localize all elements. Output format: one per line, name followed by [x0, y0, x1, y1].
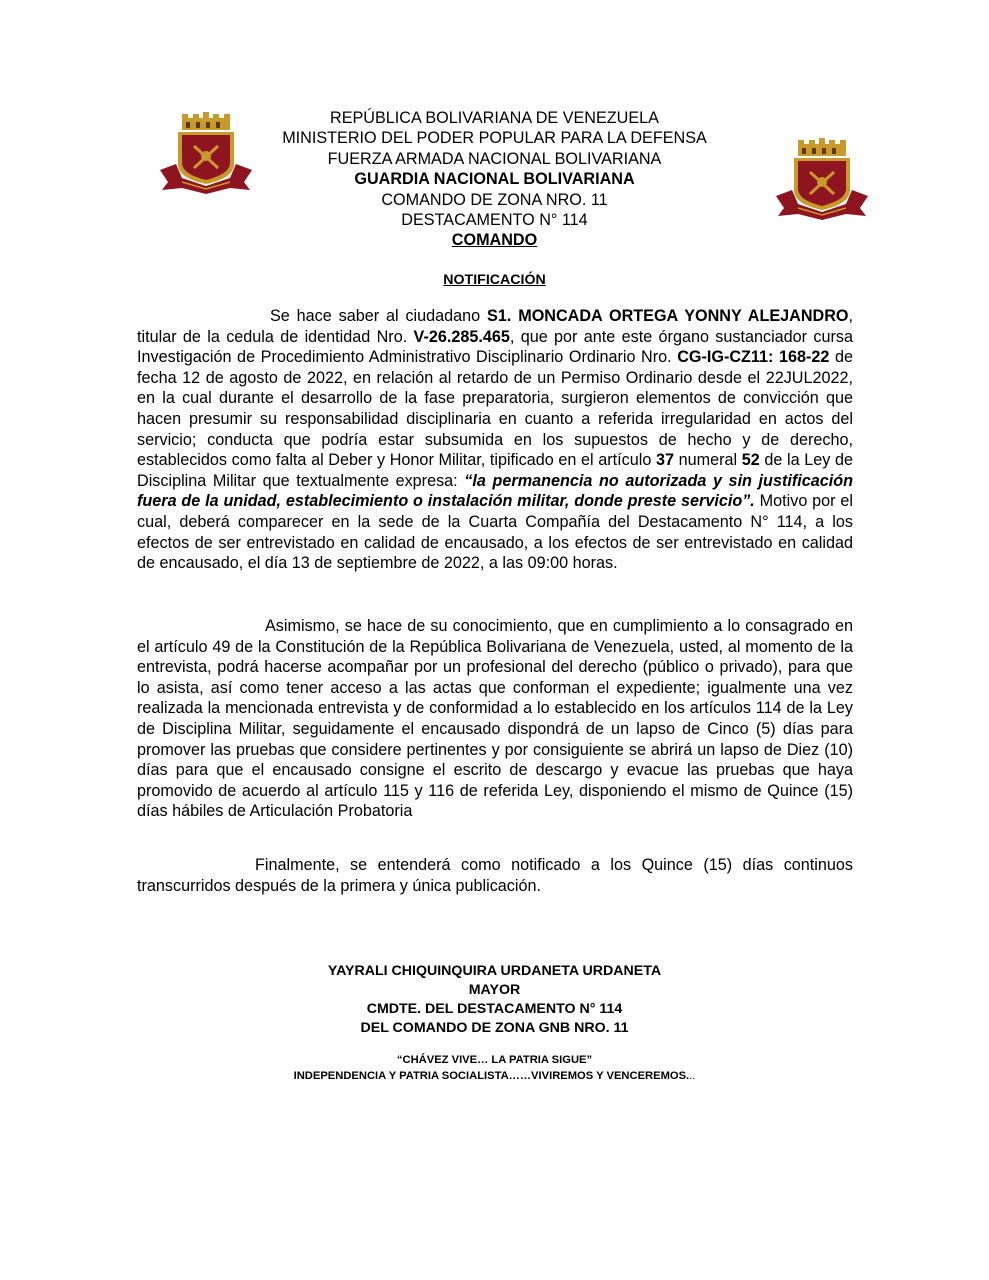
- header-detachment: DESTACAMENTO N° 114: [401, 211, 588, 230]
- citizen-name: S1. MONCADA ORTEGA YONNY ALEJANDRO: [487, 307, 849, 325]
- paragraph-final: Finalmente, se entenderá como notificado a los Quince (15) días continuos transcurridos después de la primera y única publicación.: [137, 856, 853, 895]
- document-title: NOTIFICACIÓN: [443, 272, 546, 288]
- numeral-number: 52: [741, 451, 760, 470]
- case-number: CG-IG-CZ11: 168-22: [677, 348, 830, 367]
- article-number: 37: [655, 451, 674, 470]
- header-guard: GUARDIA NACIONAL BOLIVARIANA: [354, 170, 635, 189]
- signature-block: [0, 962, 989, 1038]
- header-command: COMANDO: [451, 231, 538, 250]
- signatory-role: CMDTE. DEL DESTACAMENTO N° 114: [366, 1001, 623, 1017]
- motto-line-2: INDEPENDENCIA Y PATRIA SOCIALISTA……VIVIREMOS Y VENCEREMOS...: [293, 1069, 696, 1082]
- citizen-id: V-26.285.465: [413, 327, 510, 346]
- paragraph-rights: Asimismo, se hace de su conocimiento, que en cumplimiento a lo consagrado en el artículo 49 de la Constitución de la República Bolivariana de Venezuela, usted, al momento de la entrevista, podrá hacerse acompañar por un profesional del derecho (público o privado), para que lo asista, así como tener acceso a las actas que conforman el expediente; igualmente una vez realizada la mencionada entrevista y de conformidad a lo establecido en los artículos 114 de la Ley de Disciplina Militar, seguidamente el encausado dispondrá de un lapso de Cinco (5) días para promover las pruebas que considere pertinentes y por consiguiente se abrirá un lapso de Diez (10) días para que el encausado consigne el escrito de descargo y evacue las pruebas que haya promovido de acuerdo al artículo 115 y 116 de referida Ley, disponiendo el mismo de Quince (15) días hábiles de Articulación Probatoria: [137, 617, 853, 821]
- motto: [0, 1053, 989, 1084]
- law-quote: “la permanencia no autorizada y sin justificación fuera de la unidad, establecimiento o instalación militar, donde preste servicio”.: [137, 471, 854, 511]
- signatory-name: YAYRALI CHIQUINQUIRA URDANETA URDANETA: [327, 963, 662, 979]
- paragraph-notice: Se hace saber al ciudadano S1. MONCADA ORTEGA YONNY ALEJANDRO, titular de la cedula de identidad Nro. V-26.285.465, que por ante este órgano sustanciador cursa Investigación de Procedimiento Administrativo Disciplinario Ordinario Nro. CG-IG-CZ11: 168-22 de fecha 12 de agosto de 2022, en relación al retardo de un Permiso Ordinario desde el 22JUL2022, en la cual durante el desarrollo de la fase preparatoria, surgieron elementos de convicción que hacen presumir su responsabilidad disciplinaria en cuanto a referida irregularidad en actos del servicio; conducta que podría estar subsumida en los supuestos de hecho y de derecho, establecidos como falta al Deber y Honor Militar, tipificado en el artículo 37 numeral 52 de la Ley de Disciplina Militar que textualmente expresa: “la permanencia no autorizada y sin justificación fuera de la unidad, establecimiento o instalación militar, donde preste servicio”. Motivo por el cual, deberá comparecer en la sede de la Cuarta Compañía del Destacamento N° 114, a los efectos de ser entrevistado en calidad de encausado, a los efectos de ser entrevistado en calidad de encausado, el día 13 de septiembre de 2022, a las 09:00 horas.: [137, 307, 854, 573]
- header-republic: REPÚBLICA BOLIVARIANA DE VENEZUELA: [330, 109, 659, 127]
- motto-line-1: “CHÁVEZ VIVE… LA PATRIA SIGUE”: [396, 1054, 593, 1066]
- header-ministry: MINISTERIO DEL PODER POPULAR PARA LA DEFENSA: [282, 129, 707, 148]
- header-armed-forces: FUERZA ARMADA NACIONAL BOLIVARIANA: [327, 149, 662, 168]
- letterhead: [0, 108, 989, 251]
- header-zone-command: COMANDO DE ZONA NRO. 11: [381, 190, 608, 209]
- signatory-command: DEL COMANDO DE ZONA GNB NRO. 11: [360, 1020, 629, 1036]
- signatory-rank: MAYOR: [468, 982, 521, 998]
